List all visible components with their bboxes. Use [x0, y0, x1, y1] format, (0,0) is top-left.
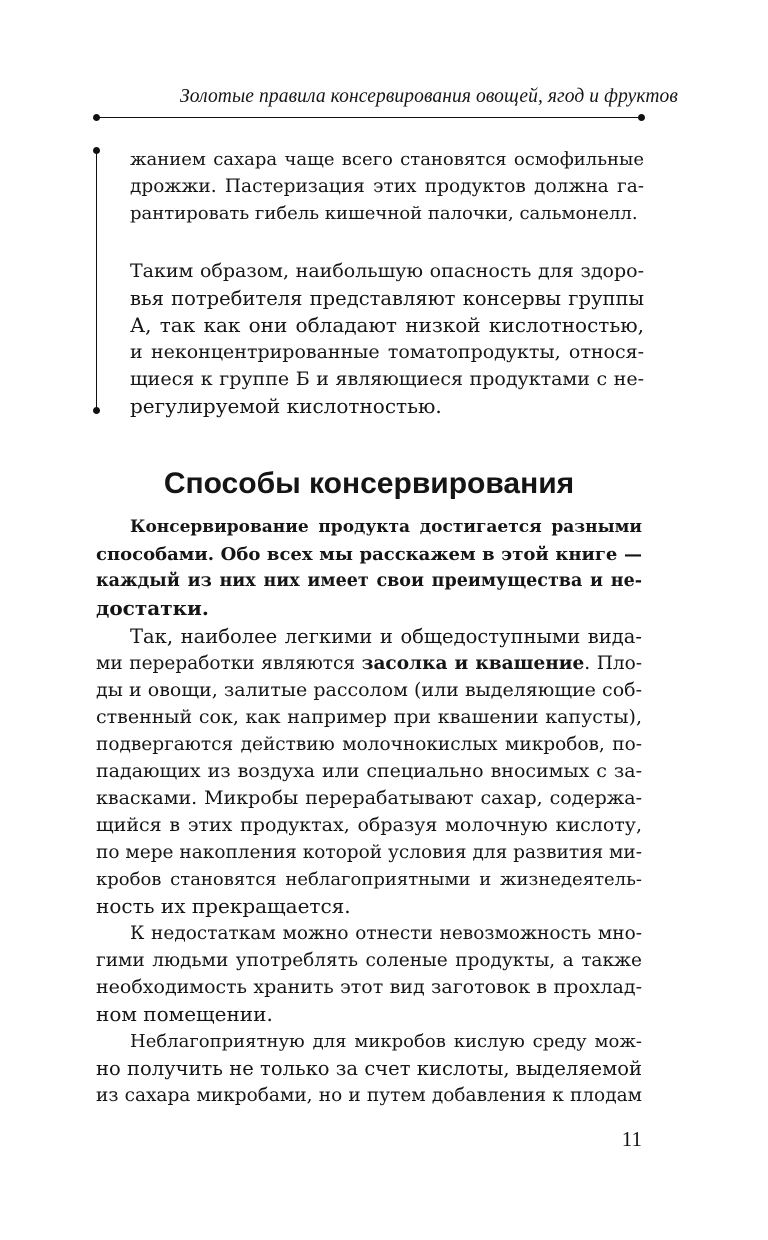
text-line: Консервирование продукта достигается разными [130, 517, 642, 537]
text-line: рантировать гибель кишечной палочки, сальмонелл. [130, 203, 638, 224]
text-line: кробов становятся неблагоприятными и жизнедеятель- [96, 869, 642, 890]
salting-paragraph [96, 623, 642, 920]
text-line: К недостаткам можно отнести невозможность мно- [130, 923, 642, 944]
text-line: Так, наиболее легкими и общедоступными вида- [130, 625, 642, 648]
text-line: Неблагоприятную для микробов кислую среду мож- [130, 1031, 642, 1052]
side-margin-rule [96, 150, 97, 411]
text-line: необходимость хранить этот вид заготовок в прохлад- [96, 976, 642, 998]
text-line: но получить не только за счет кислоты, выделяемой [96, 1057, 642, 1080]
danger-paragraph [130, 258, 644, 420]
text-line: ном помещении. [96, 1002, 273, 1026]
text-line: щийся в этих продуктах, образуя молочную кислоту, [96, 814, 642, 836]
text-line: подвергаются действию молочнокислых микробов, по- [96, 734, 642, 755]
text-line: из сахара микробами, но и путем добавления к плодам [96, 1085, 642, 1106]
text-line: А, так как они обладают низкой кислотностью, [130, 313, 644, 337]
text-line: гими людьми употреблять соленые продукты, а также [96, 950, 642, 971]
text-line: регулируемой кислотностью. [130, 394, 442, 418]
text-line: ды и овощи, залитые рассолом (или выделяющие соб- [96, 679, 642, 701]
text-line: квасками. Микробы перерабатывают сахар, содержа- [96, 787, 642, 809]
text-line: ственный сок, как например при квашении капусты), [96, 706, 642, 728]
text-line-mixed [96, 650, 642, 677]
text-line: по мере накопления которой условия для развития ми- [96, 842, 642, 863]
text-line: способами. Обо всех мы расскажем в этой книге — [96, 544, 642, 565]
text-span: ми переработки являются [96, 653, 362, 674]
text-line: жанием сахара чаще всего становятся осмофильные [130, 149, 644, 170]
text-line: вья потребителя представляют консервы группы [130, 287, 644, 310]
text-line: каждый из них них имеет свои преимущества и не- [96, 571, 642, 591]
emphasis-text: засолка и квашение [361, 653, 585, 674]
disadvantages-paragraph [96, 920, 642, 1028]
text-line: и неконцентрированные томатопродукты, относя- [130, 341, 644, 363]
acid-paragraph [96, 1028, 642, 1109]
page-number: 11 [621, 1127, 642, 1151]
continuation-paragraph [130, 146, 644, 227]
text-line: ность их прекращается. [96, 894, 351, 918]
header-rule [96, 117, 642, 118]
text-span: . Пло- [584, 653, 642, 674]
running-head: Золотые правила консервирования овощей, ягод и фруктов [180, 86, 678, 107]
text-line: щиеся к группе Б и являющиеся продуктами с не- [130, 368, 644, 390]
text-line: падающих из воздуха или специально вносимых с за- [96, 760, 642, 782]
text-line: Таким образом, наибольшую опасность для здоро- [130, 260, 644, 282]
section-heading: Способы консервирования [163, 467, 575, 500]
text-line: достатки. [96, 596, 209, 620]
intro-paragraph [96, 514, 642, 622]
text-line: дрожжи. Пастеризация этих продуктов должна га- [130, 176, 644, 197]
